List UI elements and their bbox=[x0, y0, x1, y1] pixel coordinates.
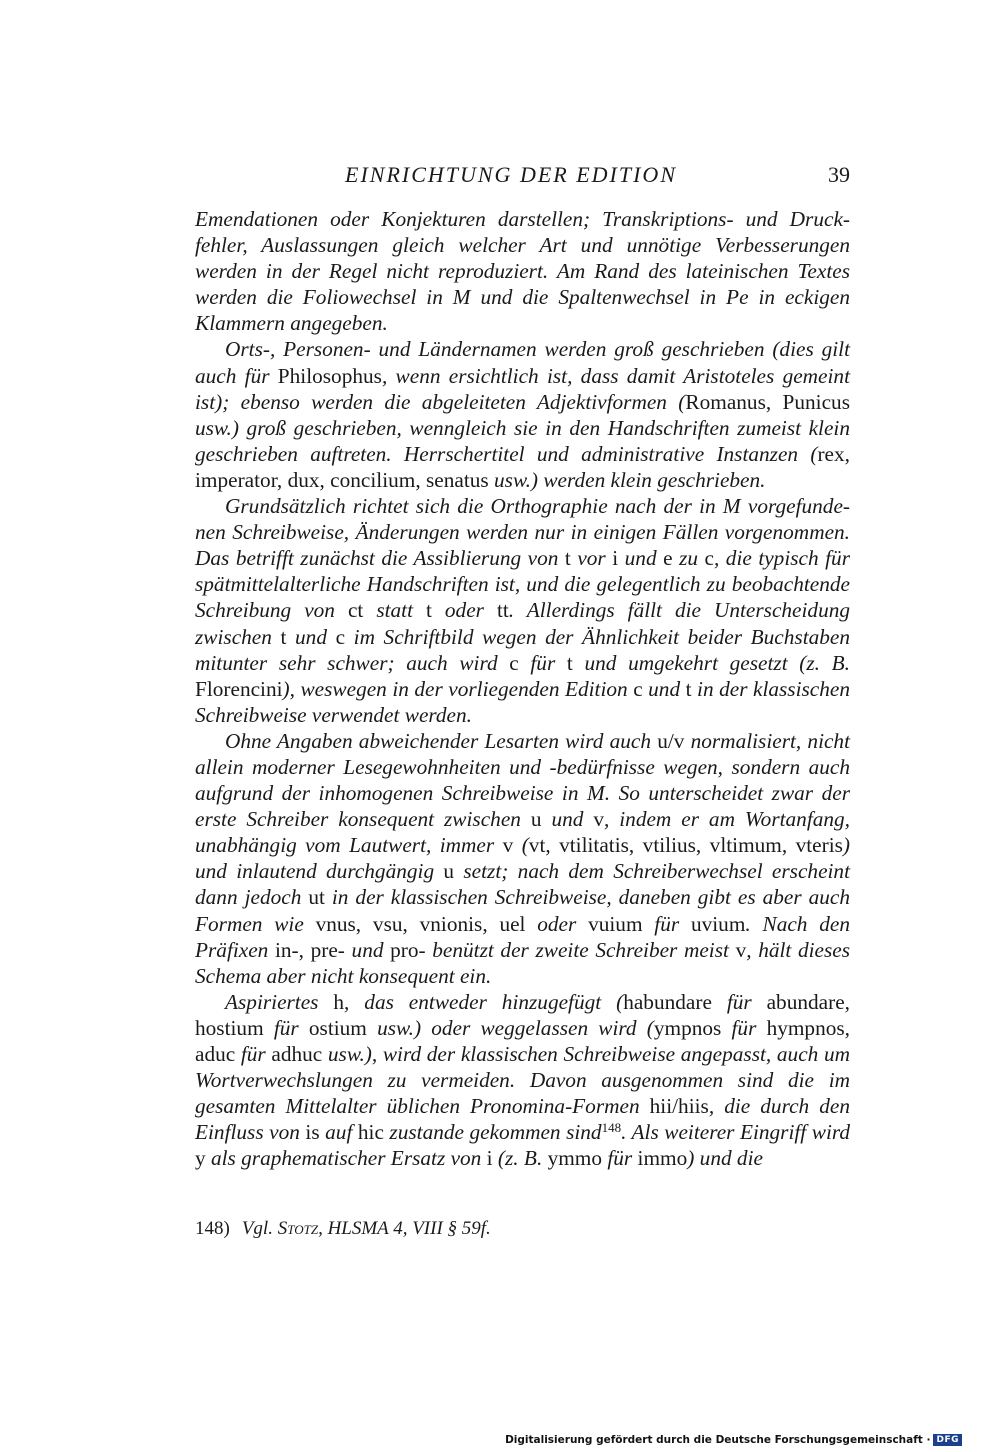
paragraph-3: Grundsätzlich richtet sich die Orthographie nach der in M vorgefundenen Schreibweise, Änderungen werden nur in einigen Fällen vorgenommen. Das betrifft zunächst die Assiblierung von t vor i und e zu c, die typisch für spätmittelalterliche Handschriften ist, und die gelegentlich zu beobachtende Schreibung von ct statt t oder tt. Allerdings fällt die Unterscheidung zwischen t und c im Schriftbild wegen der Ähnlichkeit beider Buchstaben mitunter sehr schwer; auch wird c für t und umgekehrt gesetzt (z. B. Florencini), weswegen in der vorliegenden Edition c und t in der klassischen Schreibweise verwendet werden. bbox=[195, 494, 851, 727]
page-header bbox=[195, 162, 850, 194]
paragraph-5: Aspiriertes h, das entweder hinzugefügt (habundare für abundare, hostium für ostium usw.) oder weggelassen wird (ympnos für hympnos, aduc für adhuc usw.), wird der klassischen Schreibweise angepasst, auch um Wortverwechslungen zu vermeiden. Davon ausgenommen sind die im gesamten Mittelalter üblichen Pronomina-Formen hii/hiis, die durch den Einfluss von is auf hic zustande gekommen sind$^{148}$. Als weiterer Eingriff wird y als graphematischer Ersatz von i (z. B. ymmo für immo) und die bbox=[195, 989, 851, 1171]
footnote-mark: 148) bbox=[195, 1218, 230, 1239]
paragraph-4: Ohne Angaben abweichender Lesarten wird auch u/v normalisiert, nicht allein moderner Lesegewohnheiten und -bedürfnisse wegen, sondern auch aufgrund der inhomogenen Schreibweise in M. So unterscheidet zwar der erste Schreiber konsequent zwischen u und v, indem er am Wortanfang, unabhängig vom Lautwert, immer v (vt, vtilitatis, vtilius, vltimum, vteris) und inlautend durchgängig u setzt; nach dem Schreiberwechsel erscheint dann jedoch ut in der klassischen Schreibweise, daneben gibt es aber auch Formen wie vnus, vsu, vnionis, uel oder vuium für uvium. Nach den Präfixen in-, pre- und pro- benützt der zweite Schreiber meist v, hält dieses Schema aber nicht konsequent ein. bbox=[195, 728, 851, 988]
footnote-text: Vgl. Stotz, HLSMA 4, VIII § 59f. bbox=[241, 1218, 491, 1239]
body-text bbox=[195, 206, 850, 1171]
paragraph-2: Orts-, Personen- und Ländernamen werden groß geschrieben (dies gilt auch für Philosophus, wenn ersichtlich ist, dass damit Aristoteles gemeint ist); ebenso werden die abgeleiteten Adjektivformen (Romanus, Punicus usw.) groß geschrieben, wenngleich sie in den Handschriften zumeist klein geschrieben auftreten. Herrschertitel und administrative Instanzen (rex, imperator, dux, concilium, senatus usw.) werden klein geschrieben. bbox=[195, 337, 850, 492]
digitization-credit bbox=[505, 1434, 962, 1446]
paragraph-1: Emendationen oder Konjekturen darstellen; Transkriptions- und Druckfehler, Auslassungen gleich welcher Art und unnötige Verbesserungen werden in der Regel nicht reproduziert. Am Rand des lateinischen Textes werden die Foliowechsel in M und die Spaltenwechsel in Pe in eckigen Klammern angegeben. bbox=[195, 207, 850, 336]
dfg-logo-icon: DFG bbox=[933, 1434, 962, 1446]
footnote bbox=[195, 1218, 850, 1240]
running-title: EINRICHTUNG DER EDITION bbox=[345, 162, 677, 187]
credit-text: Digitalisierung gefördert durch die Deutsche Forschungsgemeinschaft · bbox=[505, 1434, 931, 1446]
footnote-reference: 148 bbox=[601, 1120, 622, 1136]
page-number: 39 bbox=[828, 162, 850, 187]
